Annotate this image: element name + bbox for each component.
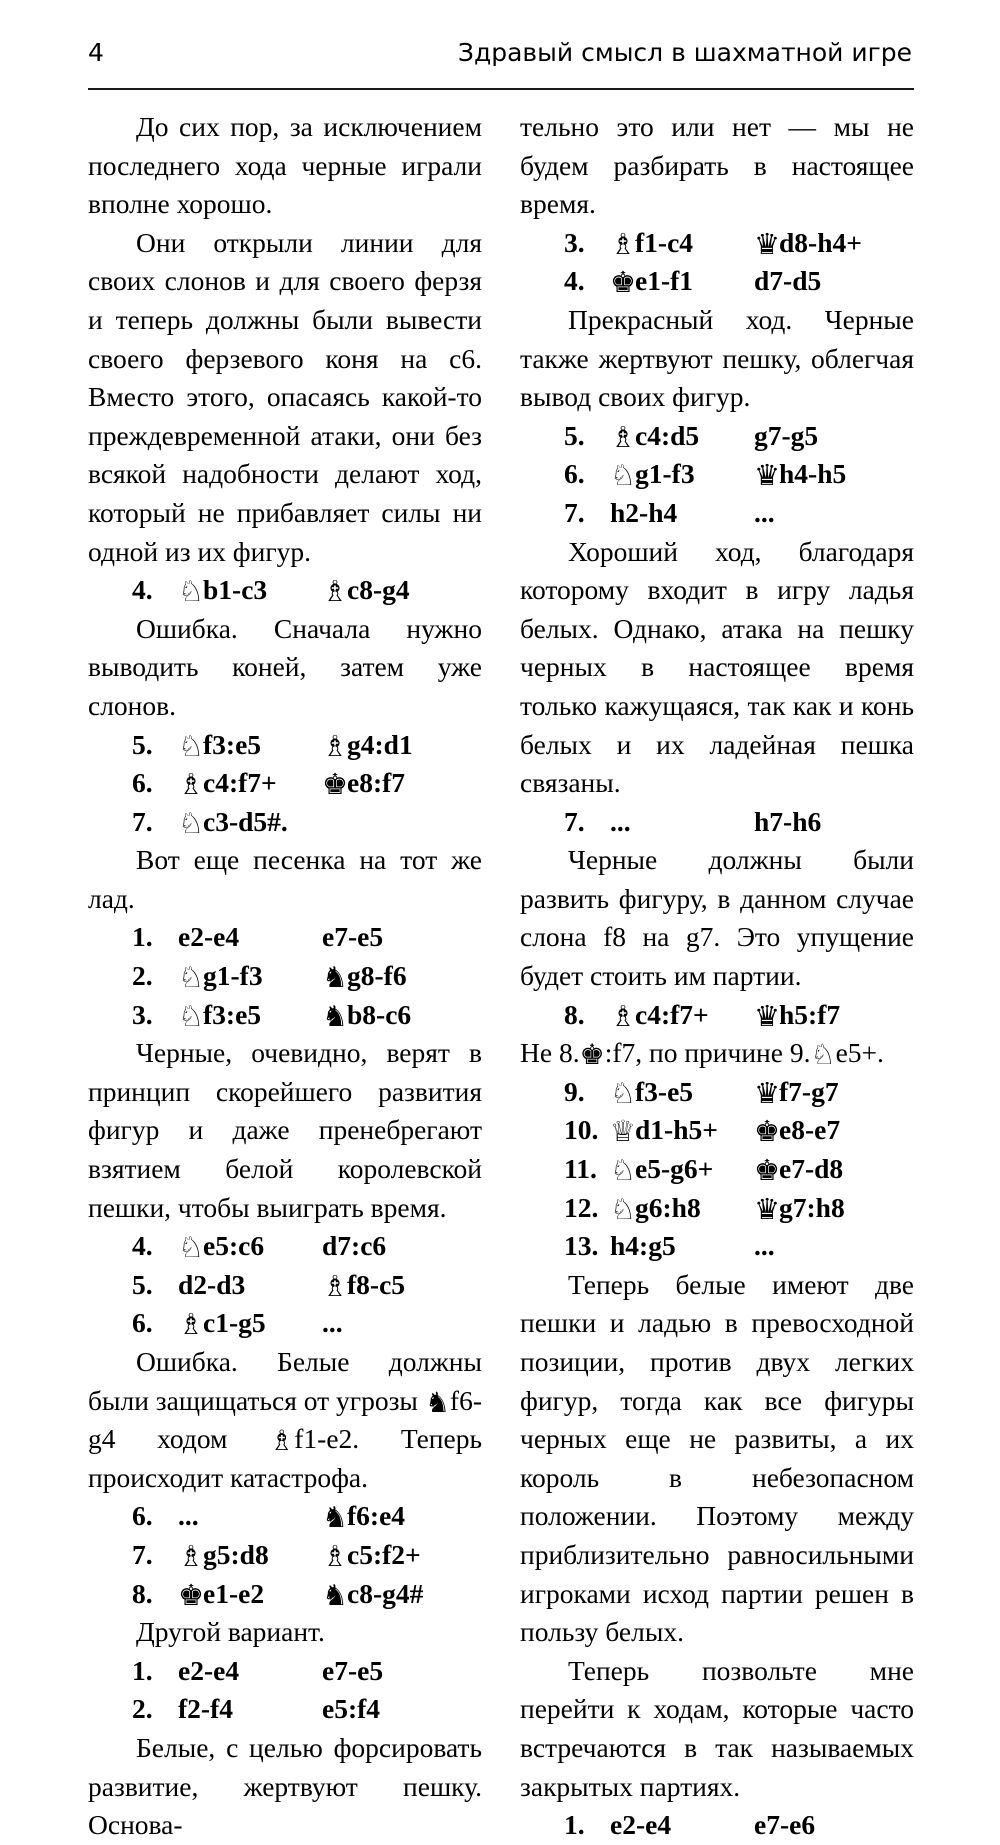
white-move (178, 1652, 322, 1691)
paragraph: Ошибка. Сначала нужно выводить коней, затем уже слонов. (88, 612, 482, 721)
chess-figurine-icon: ♘ (178, 1230, 203, 1265)
move-number: 10. (564, 1114, 599, 1146)
chess-figurine-icon: ♘ (178, 960, 203, 995)
chess-move-line (88, 957, 482, 996)
black-move (754, 1227, 775, 1266)
black-move (322, 726, 413, 765)
white-move (178, 1497, 322, 1536)
black-move-text: ... (754, 496, 775, 528)
white-move-text: c4:d5 (635, 419, 700, 451)
white-move-text: f2-f4 (178, 1693, 233, 1725)
black-move (754, 1150, 843, 1189)
black-move-text: e5:f4 (322, 1693, 381, 1725)
black-move-text: e7-e6 (754, 1809, 816, 1841)
white-move-text: e2-e4 (178, 921, 240, 953)
header-rule (88, 88, 914, 90)
black-move-text: ... (754, 1230, 775, 1262)
move-number: 1. (132, 1654, 153, 1686)
black-move (322, 1690, 380, 1729)
white-move-text: ... (178, 1500, 199, 1532)
chess-figurine-icon: ♚ (754, 1114, 779, 1149)
text-run: Ошибка. Белые должны были защищаться от угрозы (88, 1346, 482, 1416)
chess-move-line (520, 1150, 914, 1189)
chess-figurine-icon: ♗ (322, 728, 347, 763)
paragraph: Они открыли линии для своих слонов и для своего ферзя и теперь должны были вывести своего ферзевого коня на c6. Вместо этого, опасаясь какой-то преждевременной атаки, они без всякой надобности делают ход, который не прибавляет силы ни одной из их фигур. (88, 226, 482, 567)
chess-figurine-icon: ♛ (754, 226, 779, 261)
black-move (754, 803, 821, 842)
black-move (754, 1189, 845, 1228)
paragraph: Теперь белые имеют две пешки и ладью в превосходной позиции, против двух легких фигур, тогда как все фигуры черных еще не развиты, а их король в небезопасном положении. Поэтому между приблизительно равносильными игроками исход партии решен в пользу белых. (520, 1268, 914, 1648)
chess-move-line (520, 996, 914, 1035)
white-move (610, 455, 754, 494)
black-move-text: f6:e4 (347, 1500, 406, 1532)
black-move (322, 996, 411, 1035)
black-move (322, 571, 410, 610)
white-move-text: b1-c3 (203, 574, 268, 606)
black-move-text: h5:f7 (779, 998, 841, 1030)
chess-figurine-icon: ♗ (610, 419, 635, 454)
chess-move-line (88, 1690, 482, 1729)
move-number: 9. (564, 1075, 585, 1107)
chess-figurine-icon: ♘ (610, 1153, 635, 1188)
chess-move-line (88, 1575, 482, 1614)
black-move (322, 1497, 405, 1536)
chess-move-line (88, 1536, 482, 1575)
move-number: 6. (132, 1500, 153, 1532)
black-move-text: e8-e7 (779, 1114, 841, 1146)
black-move-text: e7-e5 (322, 1654, 384, 1686)
chess-figurine-icon: ♗ (322, 1538, 347, 1573)
white-move-text: e1-f1 (635, 265, 694, 297)
chess-move-line (520, 1227, 914, 1266)
black-move-text: f8-c5 (347, 1268, 406, 1300)
black-move (754, 996, 840, 1035)
chess-figurine-icon: ♘ (178, 805, 203, 840)
white-move-text: e1-e2 (203, 1577, 265, 1609)
black-move-text: e8:f7 (347, 767, 406, 799)
white-move (610, 1806, 754, 1845)
white-move-text: g5:d8 (203, 1538, 269, 1570)
white-move (178, 1304, 322, 1343)
move-number: 13. (564, 1230, 599, 1262)
white-move-text: e2-e4 (178, 1654, 240, 1686)
chess-figurine-icon: ♗ (610, 226, 635, 261)
right-column (520, 108, 914, 1841)
paragraph: Вот еще песенка на тот же лад. (88, 844, 482, 914)
white-move (178, 1536, 322, 1575)
text-run: f6-g4 ходом (88, 1384, 482, 1455)
chess-figurine-icon: ♘ (178, 574, 203, 609)
white-move-text: d2-d3 (178, 1268, 246, 1300)
chess-move-line (520, 1189, 914, 1228)
black-move-text: e7-d8 (779, 1153, 844, 1185)
black-move (754, 1111, 840, 1150)
white-move (610, 224, 754, 263)
chess-figurine-icon: ♗ (178, 767, 203, 802)
chess-figurine-icon: ♞ (322, 998, 347, 1033)
move-number: 2. (132, 960, 153, 992)
chess-move-line (520, 417, 914, 456)
white-move (610, 996, 754, 1035)
move-number: 5. (132, 1268, 153, 1300)
chess-figurine-icon: ♚ (178, 1577, 203, 1612)
chess-move-line (88, 996, 482, 1035)
chess-figurine-icon: ♗ (322, 1268, 347, 1303)
chess-figurine-icon: ♞ (322, 1500, 347, 1535)
chess-move-line (88, 1652, 482, 1691)
move-number: 11. (564, 1153, 597, 1185)
black-move-text: d7-d5 (754, 265, 822, 297)
white-move-text: d1-h5+ (635, 1114, 718, 1146)
white-move (178, 1266, 322, 1305)
chess-move-line (88, 918, 482, 957)
chess-move-line (520, 1073, 914, 1112)
black-move (322, 1652, 383, 1691)
white-move (610, 262, 754, 301)
move-number: 7. (132, 805, 153, 837)
chess-figurine-icon: ♗ (610, 998, 635, 1033)
chess-figurine-icon: ♛ (754, 458, 779, 493)
chess-figurine-icon: ♘ (610, 458, 635, 493)
left-column (88, 108, 482, 1841)
chess-figurine-icon: ♛ (754, 998, 779, 1033)
black-move-text: c5:f2+ (347, 1538, 421, 1570)
white-move-text: h2-h4 (610, 496, 678, 528)
paragraph: тельно это или нет — мы не будем разбирать в настоящее время. (520, 111, 914, 220)
black-move (322, 1536, 421, 1575)
black-move-text: g4:d1 (347, 728, 413, 760)
white-move-text: f3-e5 (635, 1075, 694, 1107)
black-move-text: b8-c6 (347, 998, 412, 1030)
black-move-text: f7-g7 (779, 1075, 839, 1107)
text-run: e5+. (835, 1037, 884, 1069)
white-move (178, 803, 322, 842)
text-run: f1-e2. Теперь происходит катастрофа. (88, 1423, 482, 1493)
chess-figurine-icon: ♗ (178, 1538, 203, 1573)
paragraph: Хороший ход, благодаря которому входит в игру ладья белых. Однако, атака на пешку черных в настоящее время только кажущаяся, так как и конь белых и их ладейная пешка связаны. (520, 535, 914, 799)
white-move (178, 1575, 322, 1614)
chess-move-line (520, 1806, 914, 1845)
white-move-text: f1-c4 (635, 226, 694, 258)
move-number: 7. (564, 805, 585, 837)
chess-move-line (520, 803, 914, 842)
white-move (610, 494, 754, 533)
page-number: 4 (88, 38, 104, 67)
chess-move-line (88, 1497, 482, 1536)
chess-figurine-icon: ♘ (610, 1191, 635, 1226)
paragraph: Белые, с целью форсировать развитие, жертвуют пешку. Основа- (88, 1731, 482, 1841)
black-move (754, 262, 821, 301)
black-move (754, 494, 775, 533)
move-number: 5. (564, 419, 585, 451)
chess-figurine-icon: ♛ (754, 1075, 779, 1110)
black-move (322, 918, 383, 957)
move-number: 12. (564, 1191, 599, 1223)
two-column-body (88, 108, 914, 1841)
chess-figurine-icon: ♘ (178, 728, 203, 763)
white-move-text: g1-f3 (635, 458, 695, 490)
white-move (178, 1227, 322, 1266)
black-move-text: d7:c6 (322, 1230, 387, 1262)
white-move-text: c3-d5#. (203, 805, 288, 837)
chess-move-line (88, 1304, 482, 1343)
black-move-text: h4-h5 (779, 458, 847, 490)
text-run: :f7, по причине 9. (604, 1037, 811, 1069)
chess-move-line (520, 262, 914, 301)
black-move-text: c8-g4 (347, 574, 410, 606)
black-move-text: ... (322, 1307, 343, 1339)
chess-figurine-icon: ♞ (424, 1385, 450, 1419)
running-head (88, 38, 912, 82)
black-move (322, 1227, 386, 1266)
white-move (178, 918, 322, 957)
white-move-text: f3:e5 (203, 998, 262, 1030)
chess-figurine-icon: ♚ (754, 1153, 779, 1188)
move-number: 1. (132, 921, 153, 953)
paragraph-with-figurines (520, 1034, 914, 1073)
chess-figurine-icon: ♗ (269, 1424, 295, 1458)
white-move (610, 1150, 754, 1189)
black-move (754, 1073, 839, 1112)
chess-figurine-icon: ♛ (754, 1191, 779, 1226)
chess-move-line (88, 764, 482, 803)
chess-figurine-icon: ♚ (610, 265, 635, 300)
chess-figurine-icon: ♚ (322, 767, 347, 802)
chess-figurine-icon: ♞ (322, 1577, 347, 1612)
move-number: 8. (564, 998, 585, 1030)
white-move (178, 957, 322, 996)
chess-figurine-icon: ♘ (178, 998, 203, 1033)
text-run: Не 8. (520, 1037, 580, 1069)
white-move (610, 417, 754, 456)
white-move (610, 1227, 754, 1266)
move-number: 6. (564, 458, 585, 490)
paragraph: До сих пор, за исключением последнего хода черные играли вполне хорошо. (88, 111, 482, 220)
black-move-text: g7:h8 (779, 1191, 845, 1223)
white-move-text: g1-f3 (203, 960, 263, 992)
chess-figurine-icon: ♗ (322, 574, 347, 609)
white-move-text: e2-e4 (610, 1809, 672, 1841)
black-move (754, 224, 862, 263)
paragraph: Теперь позвольте мне перейти к ходам, которые часто встречаются в так называемых закрытых партиях. (520, 1654, 914, 1802)
black-move (322, 957, 407, 996)
chess-move-line (520, 1111, 914, 1150)
white-move (178, 1690, 322, 1729)
white-move (178, 571, 322, 610)
running-title: Здравый смысл в шахматной игре (457, 38, 912, 67)
white-move-text: ... (610, 805, 631, 837)
white-move (610, 1111, 754, 1150)
chess-move-line (520, 224, 914, 263)
white-move-text: f3:e5 (203, 728, 262, 760)
chess-move-line (88, 571, 482, 610)
move-number: 7. (564, 496, 585, 528)
chess-move-line (88, 803, 482, 842)
black-move (322, 764, 405, 803)
move-number: 8. (132, 1577, 153, 1609)
chess-figurine-icon: ♚ (579, 1038, 605, 1072)
white-move (178, 764, 322, 803)
white-move (610, 803, 754, 842)
black-move (322, 1304, 343, 1343)
black-move (754, 455, 846, 494)
black-move (754, 1806, 815, 1845)
move-number: 6. (132, 1307, 153, 1339)
black-move-text: e7-e5 (322, 921, 384, 953)
paragraph: Черные, очевидно, верят в принцип скорейшего развития фигур и даже пренебрегают взятием белой королевской пешки, чтобы выиграть время. (88, 1037, 482, 1223)
paragraph: Прекрасный ход. Черные также жертвуют пешку, облегчая вывод своих фигур. (520, 303, 914, 413)
black-move-text: h7-h6 (754, 805, 822, 837)
chess-figurine-icon: ♞ (322, 960, 347, 995)
white-move (610, 1189, 754, 1228)
move-number: 3. (564, 226, 585, 258)
chess-figurine-icon: ♘ (610, 1075, 635, 1110)
move-number: 1. (564, 1809, 585, 1841)
move-number: 2. (132, 1693, 153, 1725)
white-move-text: c1-g5 (203, 1307, 266, 1339)
paragraph-with-figurines (88, 1343, 482, 1497)
chess-figurine-icon: ♕ (610, 1114, 635, 1149)
move-number: 7. (132, 1538, 153, 1570)
move-number: 3. (132, 998, 153, 1030)
chess-move-line (88, 1227, 482, 1266)
paragraph: Другой вариант. (136, 1616, 325, 1648)
white-move (610, 1073, 754, 1112)
black-move (322, 1266, 405, 1305)
white-move-text: h4:g5 (610, 1230, 676, 1262)
black-move (754, 417, 818, 456)
black-move-text: c8-g4# (347, 1577, 424, 1609)
chess-move-line (88, 726, 482, 765)
white-move (178, 996, 322, 1035)
black-move (322, 1575, 423, 1614)
chess-move-line (88, 1266, 482, 1305)
white-move-text: e5:c6 (203, 1230, 265, 1262)
move-number: 4. (132, 1230, 153, 1262)
black-move-text: g8-f6 (347, 960, 407, 992)
black-move-text: d8-h4+ (779, 226, 862, 258)
chess-figurine-icon: ♗ (178, 1307, 203, 1342)
move-number: 4. (564, 265, 585, 297)
white-move-text: g6:h8 (635, 1191, 701, 1223)
black-move-text: g7-g5 (754, 419, 819, 451)
move-number: 6. (132, 767, 153, 799)
white-move (178, 726, 322, 765)
chess-move-line (520, 455, 914, 494)
chess-figurine-icon: ♘ (810, 1038, 836, 1072)
move-number: 5. (132, 728, 153, 760)
white-move-text: c4:f7+ (635, 998, 709, 1030)
chess-move-line (520, 494, 914, 533)
white-move-text: e5-g6+ (635, 1153, 714, 1185)
paragraph: Черные должны были развить фигуру, в данном случае слона f8 на g7. Это упущение будет стоить им партии. (520, 844, 914, 992)
move-number: 4. (132, 574, 153, 606)
white-move-text: c4:f7+ (203, 767, 277, 799)
